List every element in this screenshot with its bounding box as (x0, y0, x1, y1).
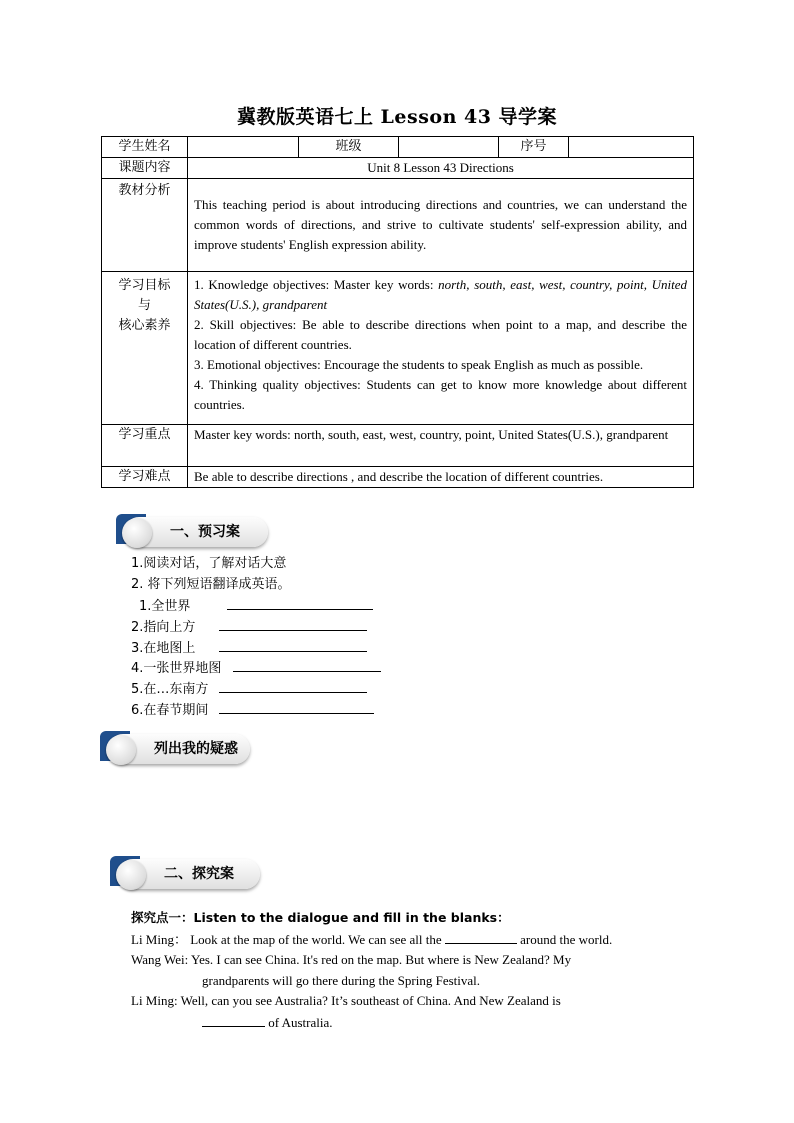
speaker-li-ming: Li Ming： (131, 931, 187, 947)
objectives-label-line1: 学习目标 (118, 278, 171, 293)
dialogue-line-5 (131, 1012, 661, 1034)
answer-blank[interactable] (219, 678, 367, 693)
student-name-field[interactable] (188, 137, 299, 158)
answer-blank[interactable] (219, 616, 367, 631)
phrase-label: 3.在地图上 (131, 640, 196, 656)
dialogue-text: Well, can you see Australia? It’s southeast of China. And New Zealand is (180, 993, 561, 1009)
speaker-li-ming: Li Ming: (131, 993, 181, 1009)
dialogue-line-1 (131, 929, 661, 951)
answer-blank[interactable] (202, 1012, 265, 1027)
phrase-label: 5.在…东南方 (131, 682, 209, 698)
dialogue-line-4 (131, 991, 661, 1012)
phrase-row (131, 699, 381, 720)
phrase-label: 6.在春节期间 (131, 702, 209, 718)
preview-list (131, 554, 381, 720)
dialogue-line-3: grandparents will go there during the Spring Festival. (202, 972, 481, 988)
objective-4: 4. Thinking quality objectives: Students can get to know more knowledge about different countries. (194, 377, 687, 412)
answer-blank[interactable] (445, 929, 517, 944)
header-pill: 列出我的疑惑 (108, 734, 250, 764)
phrase-label: 4.一张世界地图 (131, 661, 222, 677)
phrase-row (131, 678, 381, 699)
number-label: 序号 (499, 137, 569, 158)
task-title: 探究点一：Listen to the dialogue and fill in the blanks： (131, 910, 510, 925)
topic-value: Unit 8 Lesson 43 Directions (188, 158, 694, 179)
phrase-label: 1.全世界 (139, 599, 191, 615)
explore-section-header (110, 856, 262, 890)
header-pill: 二、探究案 (118, 859, 260, 889)
topic-label: 课题内容 (102, 158, 188, 179)
phrase-label: 2.指向上方 (131, 620, 196, 636)
answer-blank[interactable] (227, 595, 373, 610)
objectives-cell (188, 272, 694, 425)
objective-2: 2. Skill objectives: Be able to describe directions when point to a map, and describe the location of different countries. (194, 317, 687, 352)
key-points-label: 学习重点 (102, 425, 188, 467)
speaker-wang-wei: Wang Wei: (131, 952, 192, 968)
difficulties-text: Be able to describe directions , and describe the location of different countries. (188, 467, 694, 488)
student-name-label: 学生姓名 (102, 137, 188, 158)
page-title: 冀教版英语七上 Lesson 43 导学案 (236, 106, 558, 128)
objective-1-words: north, south, east, west, country, point, United States(U.S.), grandparent (194, 277, 687, 312)
class-field[interactable] (399, 137, 499, 158)
preview-section-header (116, 514, 268, 548)
header-circle-icon (106, 735, 136, 765)
questions-section-header (100, 731, 252, 765)
phrase-row (131, 657, 381, 678)
key-points-text: Master key words: north, south, east, west, country, point, United States(U.S.), grandparent (188, 425, 694, 467)
phrase-row (131, 616, 381, 637)
number-field[interactable] (569, 137, 694, 158)
objectives-label-line3: 核心素养 (118, 318, 171, 333)
analysis-text: This teaching period is about introducing directions and countries, we can understand the common words of directions, and strive to cultivate students' self-expression ability, and improve students' English expression ability. (188, 179, 694, 272)
dialogue-text: of Australia. (265, 1014, 333, 1030)
phrase-row (131, 595, 381, 616)
objective-1-prefix: 1. Knowledge objectives: Master key words: (194, 277, 439, 292)
objectives-label (102, 272, 188, 425)
preview-item-2: 2. 将下列短语翻译成英语。 (131, 576, 291, 592)
dialogue-line-2 (131, 950, 661, 971)
answer-blank[interactable] (219, 637, 367, 652)
objectives-label-line2: 与 (137, 298, 151, 313)
answer-blank[interactable] (219, 699, 374, 714)
dialogue-text: around the world. (516, 931, 613, 947)
objective-3: 3. Emotional objectives: Encourage the students to speak English as much as possible. (194, 357, 644, 372)
dialogue-text: Yes. I can see China. It's red on the map. But where is New Zealand? My (191, 952, 572, 968)
answer-blank[interactable] (233, 657, 381, 672)
phrase-row (131, 637, 381, 658)
dialogue-text: Look at the map of the world. We can see all the (186, 931, 445, 947)
objective-1 (194, 275, 687, 315)
difficulties-label: 学习难点 (102, 467, 188, 488)
header-circle-icon (116, 860, 146, 890)
header-pill: 一、预习案 (124, 517, 268, 547)
dialogue-exercise (131, 908, 661, 1034)
class-label: 班级 (299, 137, 399, 158)
preview-item-1: 1.阅读对话，了解对话大意 (131, 556, 287, 571)
header-circle-icon (122, 518, 152, 548)
analysis-label: 教材分析 (102, 179, 188, 272)
lesson-info-table (101, 136, 694, 488)
